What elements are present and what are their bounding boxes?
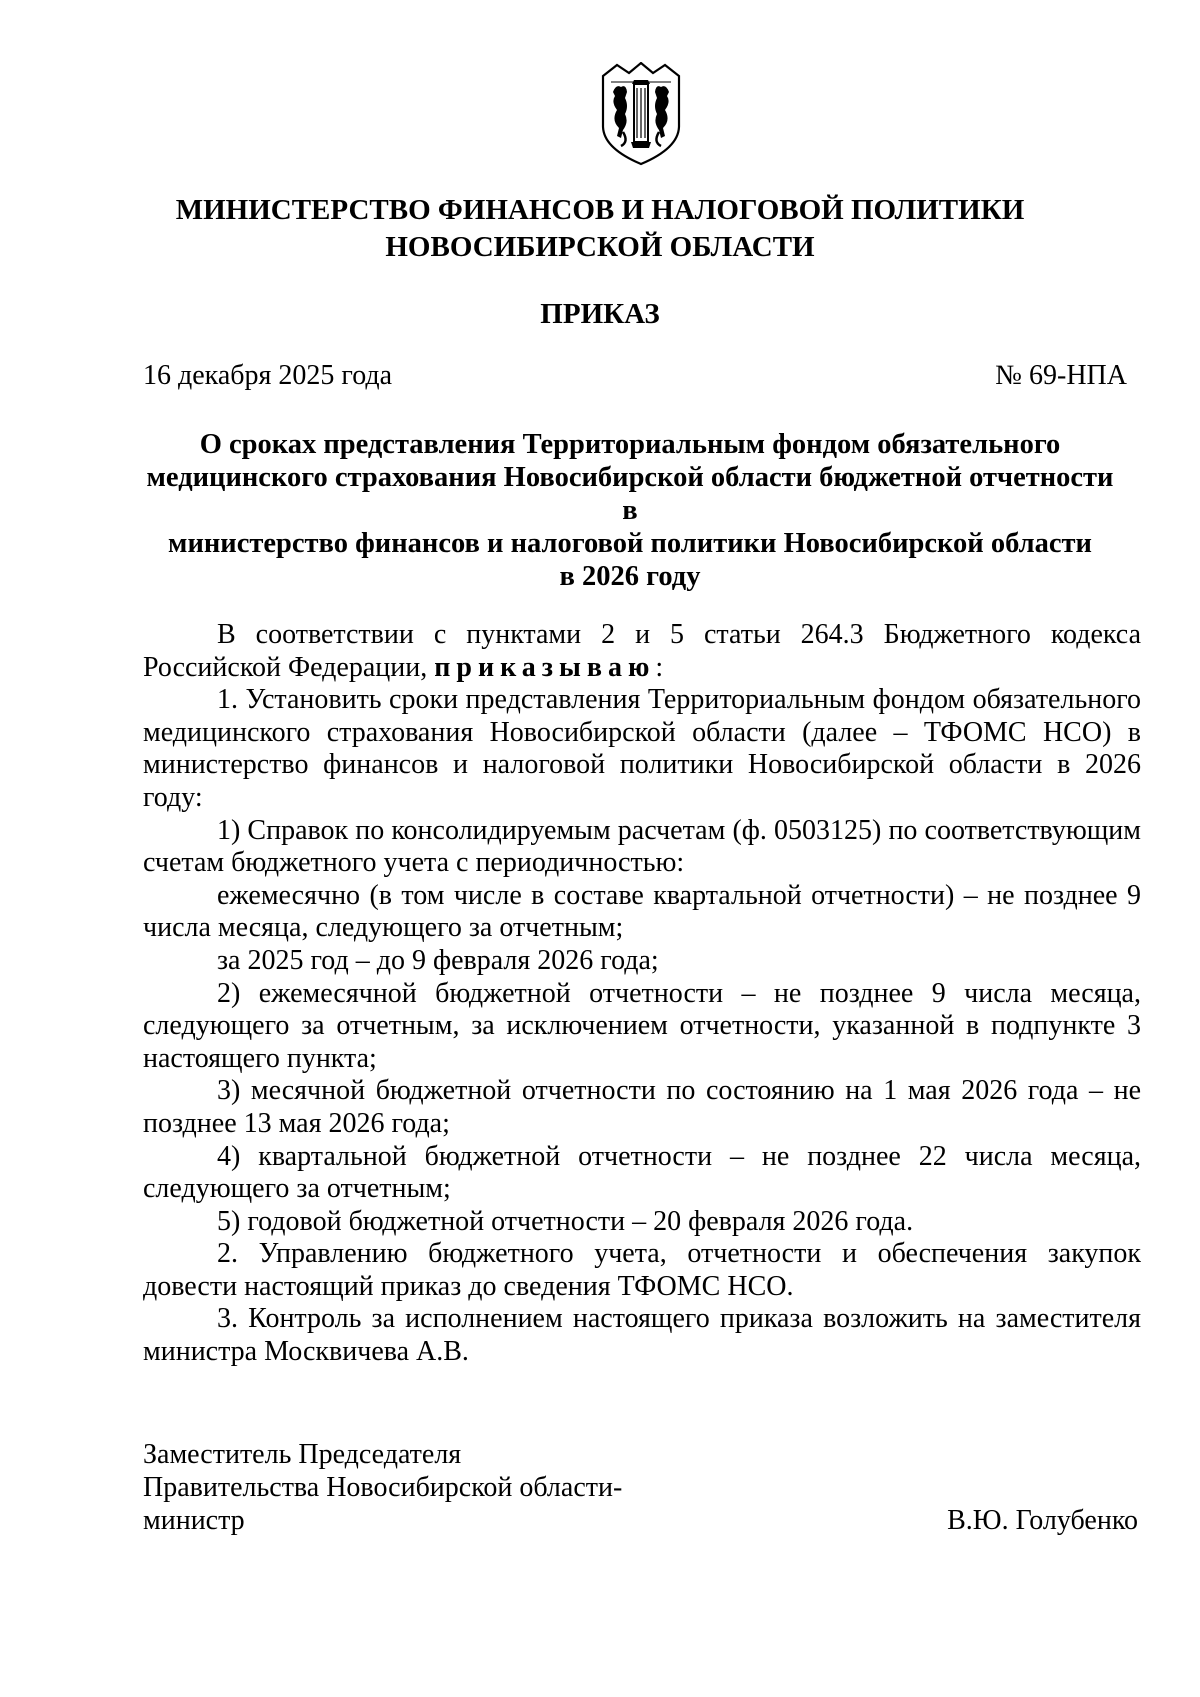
ministry-name <box>0 192 1200 266</box>
ministry-name-line2: НОВОСИБИРСКОЙ ОБЛАСТИ <box>385 231 815 263</box>
document-body <box>143 619 1141 1369</box>
paragraph-intro <box>143 619 1141 684</box>
paragraph-1: 1. Установить сроки представления Территориальным фондом обязательного медицинского страхования Новосибирской области (далее – ТФОМС НСО) в министерство финансов и налоговой политики Новосибирской области в 2026 году: <box>143 684 1141 813</box>
paragraph-1-3: 3) месячной бюджетной отчетности по состоянию на 1 мая 2026 года – не позднее 13 мая 2026 года; <box>143 1075 1141 1139</box>
paragraph-1-1a: ежемесячно (в том числе в составе квартальной отчетности) – не позднее 9 числа месяца, следующего за отчетным; <box>143 879 1141 944</box>
signatory-name: В.Ю. Голубенко <box>947 1505 1138 1536</box>
document-number: № 69-НПА <box>995 360 1127 391</box>
paragraph-3: 3. Контроль за исполнением настоящего приказа возложить на заместителя министра Москвичева А.В. <box>143 1303 1141 1368</box>
paragraph-1-2: 2) ежемесячной бюджетной отчетности – не позднее 9 числа месяца, следующего за отчетным, за исключением отчетности, указанной в подпункте 3 настоящего пункта; <box>143 977 1141 1074</box>
ministry-name-line1: МИНИСТЕРСТВО ФИНАНСОВ И НАЛОГОВОЙ ПОЛИТИКИ <box>175 194 1025 226</box>
document-date: 16 декабря 2025 года <box>143 360 393 391</box>
intro-tail: : <box>655 651 664 683</box>
title-line2: медицинского страхования Новосибирской области бюджетной отчетности в <box>146 462 1114 526</box>
paragraph-1-1b: за 2025 год – до 9 февраля 2026 года; <box>217 944 659 976</box>
intro-emphasis: приказываю <box>434 651 656 683</box>
paragraph-1-4: 4) квартальной бюджетной отчетности – не позднее 22 числа месяца, следующего за отчетным; <box>143 1140 1141 1205</box>
coat-of-arms-icon <box>599 62 683 166</box>
title-line1: О сроках представления Территориальным фондом обязательного <box>199 429 1061 460</box>
document-type: ПРИКАЗ <box>540 298 660 330</box>
paragraph-2: 2. Управлению бюджетного учета, отчетности и обеспечения закупок довести настоящий приказ до сведения ТФОМС НСО. <box>143 1238 1141 1302</box>
paragraph-1-1: 1) Справок по консолидируемым расчетам (ф. 0503125) по соответствующим счетам бюджетного учета с периодичностью: <box>143 814 1141 879</box>
signatory-position-line3: министр <box>143 1505 245 1536</box>
signatory-position <box>143 1438 622 1537</box>
title-line3: министерство финансов и налоговой политики Новосибирской области <box>168 528 1092 559</box>
signatory-position-line2: Правительства Новосибирской области- <box>143 1472 623 1503</box>
title-line4: в 2026 году <box>559 561 701 592</box>
signatory-position-line1: Заместитель Председателя <box>143 1439 462 1470</box>
intro-text: В соответствии с пунктами 2 и 5 статьи 264.3 Бюджетного кодекса Российской Федерации, <box>143 619 1141 683</box>
paragraph-1-5: 5) годовой бюджетной отчетности – 20 февраля 2026 года. <box>217 1205 914 1237</box>
document-title <box>140 428 1120 593</box>
